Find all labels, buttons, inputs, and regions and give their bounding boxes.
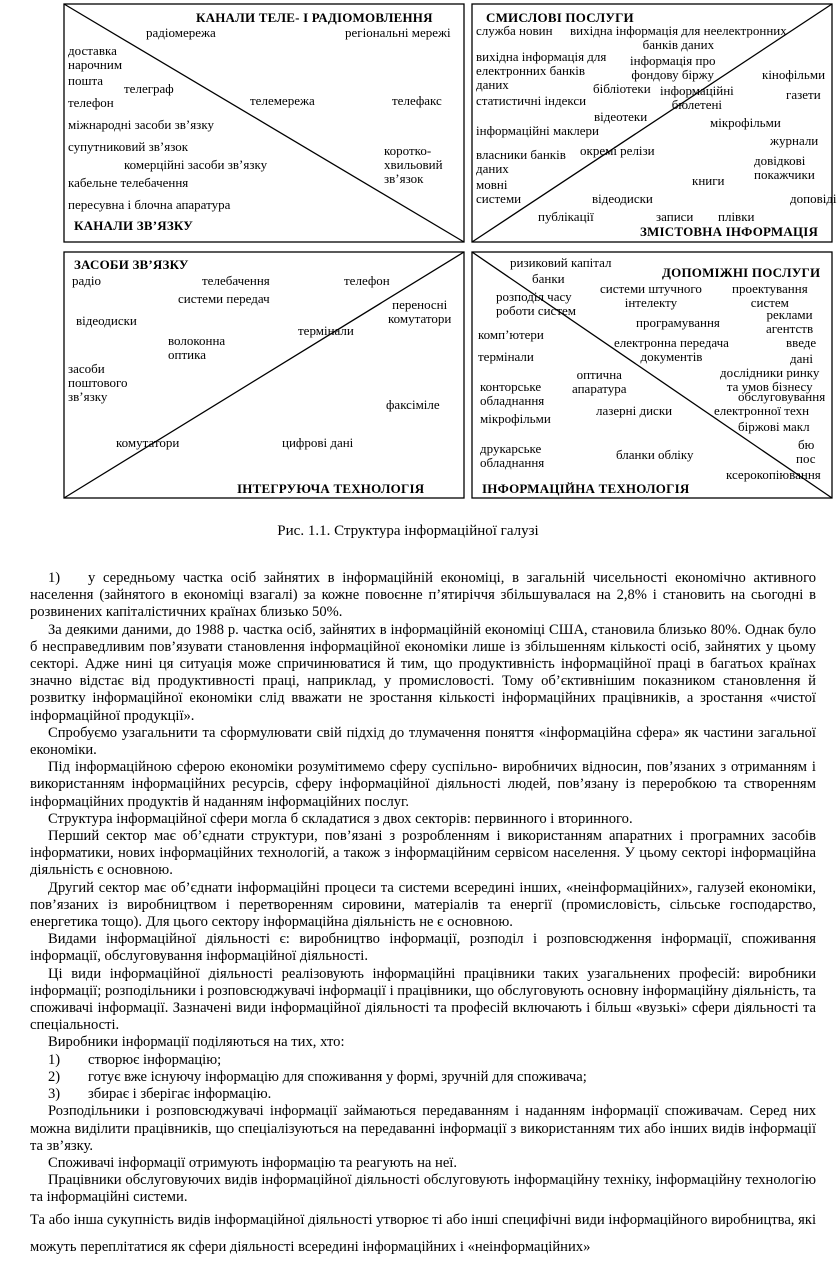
q1-item: телемережа [250,93,315,108]
q2-item: журнали [770,133,819,148]
q2-item: вихідна інформація для неелектронних банків даних [570,23,787,52]
q3-item: волоконна оптика [168,333,226,362]
q4-item: комп’ютери [478,327,544,342]
paragraph: Розподільники і розповсюджувачі інформації займаються передаванням і наданням інформації споживачам. Серед них можна виділити працівників, що спеціалізуються на передаванні інформації з використанням тих або інших видів інформації та зв’язку. [30,1103,816,1154]
q4-item: розподіл часу роботи систем [496,289,577,318]
paragraph [30,570,816,622]
paragraph: Та або інша сукупність видів інформаційної діяльності утворює ті або інші специфічні види інформаційного виробництва, які можуть переплітатися як сфери діяльності всередині інформаційних і «неінформаційних» [30,1211,816,1255]
q1-item: комерційні засоби зв’язку [124,157,268,172]
q4-item: ризиковий капітал [510,255,612,270]
list-number: 2) [48,1068,61,1085]
q2-title: СМИСЛОВІ ПОСЛУГИ [486,10,634,25]
q4-item: конторське обладнання [480,379,545,408]
q3-item: системи передач [178,291,270,306]
q3-item: телебачення [202,273,270,288]
body-text [30,570,816,1261]
paragraph: Споживачі інформації отримують інформацію та реагують на неї. [48,1154,458,1171]
q4-item: пос [796,451,816,466]
q2-item: мікрофільми [710,115,781,130]
q3-title: ЗАСОБИ ЗВ’ЯЗКУ [74,257,189,272]
q2-bottom-title: ЗМІСТОВНА ІНФОРМАЦІЯ [640,224,819,239]
list-number: 3) [48,1086,61,1103]
q2-item: окремі релізи [580,143,655,158]
q4-item: ксерокопіювання [726,467,821,482]
q1-item: пошта [68,73,104,88]
q1-item: міжнародні засоби зв’язку [68,117,214,132]
list-text: готує вже існуючу інформацію для споживання у формі, зручній для споживача; [88,1068,587,1085]
q2-item: мовні системи [476,177,522,206]
list-text: створює інформацію; [88,1051,222,1068]
q2-item: бібліотеки [593,81,651,96]
q4-item: лазерні диски [596,403,673,418]
figure-caption: Рис. 1.1. Структура інформаційної галузі [277,523,539,539]
list-item [30,1052,816,1069]
list-number: 1) [48,570,61,586]
q4-item: біржові макл [738,419,810,434]
q1-item: радіомережа [146,25,216,40]
q4-title: ДОПОМІЖНІ ПОСЛУГИ [662,265,821,280]
q1-item: телефакс [392,93,442,108]
q3-item: комутатори [116,435,180,450]
q1-item: телеграф [124,81,174,96]
list-item [30,1086,816,1103]
paragraph: За деякими даними, до 1988 р. частка осіб, зайнятих в інформаційній економіці США, становила близько 80%. Однак було б несправедливим пов’язувати становлення інформаційної економіки лише із збільшенням кількості осіб, зайнятих у цьому секторі. Адже нині ця ситуація може спричинюватися й тим, що продуктивність інформаційної праці в багатьох країнах значно відстає від продуктивності праці, наприклад, у промисловості. Тому об’єктивнішим показником становлення й розвитку інформаційної економіки слід вважати не зростання кількості інформаційних працівників, а зростання «чистої інформаційної продукції». [30,621,816,724]
paragraph-text: у середньому частка осіб зайнятих в інформаційній економіці, в загальній чисельності економічно активного населення (зайнятого в економіці взагалі) за кожне повоєнне п’ятиріччя збільшувалася на 2,8% і становить на сьогодні в розвинених капіталістичних країнах близько 50%. [30,570,816,621]
q4-item: електронної техн [714,403,810,418]
paragraph: Працівники обслуговуючих видів інформаційної діяльності обслуговують інформаційну техніку, інформаційну технологію та інформаційні системи. [30,1172,816,1206]
q3-item: засоби поштового зв’язку [68,361,128,404]
q4-item: бю [798,437,815,452]
q3-item: цифрові дані [282,435,354,450]
q2-item: служба новин [476,23,553,38]
q2-item: книги [692,173,725,188]
q4-item: дослідники ринку та умов бізнесу [720,365,820,394]
q3-item: термінали [298,323,354,338]
q2-item: статистичні індекси [476,93,587,108]
q2-item: плівки [718,209,755,224]
paragraph: Ці види інформаційної діяльності реалізовують інформаційні працівники таких узагальнених професій: виробники інформації; розподільники і розповсюджувачі інформації і працівники, що обслуговують основну інформаційну діяльність, та споживачі інформації. Зазначені види інформаційної діяльності та професій включають і більш «вузькі» сфери діяльності та спеціальності. [30,965,816,1034]
q4-item: друкарське обладнання [480,441,545,470]
q3-item: телефон [344,273,390,288]
q2-item: вихідна інформація для електронних банків даних [476,49,607,92]
information-industry-diagram [0,0,837,505]
q4-item: електронна передача документів [614,335,729,364]
q3-item: радіо [72,273,101,288]
q4-item: бланки обліку [616,447,694,462]
paragraph: Видами інформаційної діяльності є: виробництво інформації, розподіл і розповсюдження інформації, споживання інформації, обслуговування інформаційної діяльності. [30,931,816,965]
q1-item: доставка нарочним [68,43,123,72]
q4-item: обслуговування [738,389,826,404]
paragraph: Другий сектор має об’єднати інформаційні процеси та системи всередині інших, «неінформаційних», галузей економіки, пов’язаних із виробництвом і перетворенням сировини, матеріалів та енергії (промисловість, сільське господарство, енергетика тощо). Для цього сектору інформаційна діяльність не є основною. [30,879,816,931]
list-item [30,1069,816,1086]
q1-item: пересувна і блочна апаратура [68,197,231,212]
q2-item: інформація про фондову біржу [630,53,716,82]
q4-item: термінали [478,349,534,364]
q3-item: відеодиски [76,313,137,328]
q4-item: програмування [636,315,720,330]
q1-bottom-title: КАНАЛИ ЗВ’ЯЗКУ [74,218,193,233]
q4-item: оптична апаратура [572,367,627,396]
list-text: збирає і зберігає інформацію. [88,1086,272,1103]
q1-item: регіональні мережі [345,25,451,40]
q3-item: переносні комутатори [388,297,452,326]
paragraph: Під інформаційною сферою економіки розумітимемо сферу суспільно- виробничих відносин, пов’язаних з отриманням і використанням інформаційних ресурсів, сферу інформаційної діяльності людей, пов’язану із переробкою та створенням інформаційних продуктів й наданням інформаційних послуг. [30,759,816,810]
paragraph: Спробуємо узагальнити та сформулювати свій підхід до тлумачення поняття «інформаційна сфера» як частини загальної економіки. [30,724,816,759]
q1-item: коротко- хвильовий зв’язок [384,143,443,186]
q4-bottom-title: ІНФОРМАЦІЙНА ТЕХНОЛОГІЯ [482,481,690,496]
q4-item: введе [786,335,817,350]
q2-item: інформаційні бюлетені [660,83,734,112]
q1-item: супутниковий зв’язок [68,139,189,154]
q2-item: відеодиски [592,191,653,206]
q4-item: проектування систем [732,281,808,310]
q2-item: власники банків даних [476,147,566,176]
q4-item: дані [790,351,813,366]
q2-item: записи [656,209,694,224]
q2-item: відеотеки [594,109,648,124]
q4-item: мікрофільми [480,411,551,426]
paragraph: Виробники інформації поділяються на тих, хто: [48,1034,345,1051]
q4-item: системи штучного інтелекту [600,281,702,310]
q2-item: газети [786,87,821,102]
q2-item: довідкові покажчики [754,153,815,182]
q2-item: кінофільми [762,67,826,82]
q2-item: публікації [538,209,594,224]
q2-item: інформаційні маклери [476,123,599,138]
q1-item: кабельне телебачення [68,175,189,190]
q4-item: банки [532,271,565,286]
q1-title: КАНАЛИ ТЕЛЕ- І РАДІОМОВЛЕННЯ [196,10,433,25]
paragraph: Перший сектор має об’єднати структури, пов’язані з розробленням і використанням апаратних і програмних засобів інформатики, нових інформаційних технологій, а також з інформаційним сервісом населення. У цьому секторі інформаційна діяльність є основною. [30,828,816,879]
q3-bottom-title: ІНТЕГРУЮЧА ТЕХНОЛОГІЯ [237,481,425,496]
q2-item: доповіді [790,191,837,206]
q1-item: телефон [68,95,114,110]
q4-item: реклами агентств [766,307,814,336]
list-number: 1) [48,1051,61,1068]
q3-item: факсіміле [386,397,440,412]
paragraph: Структура інформаційної сфери могла б складатися з двох секторів: первинного і вторинного. [48,810,633,827]
